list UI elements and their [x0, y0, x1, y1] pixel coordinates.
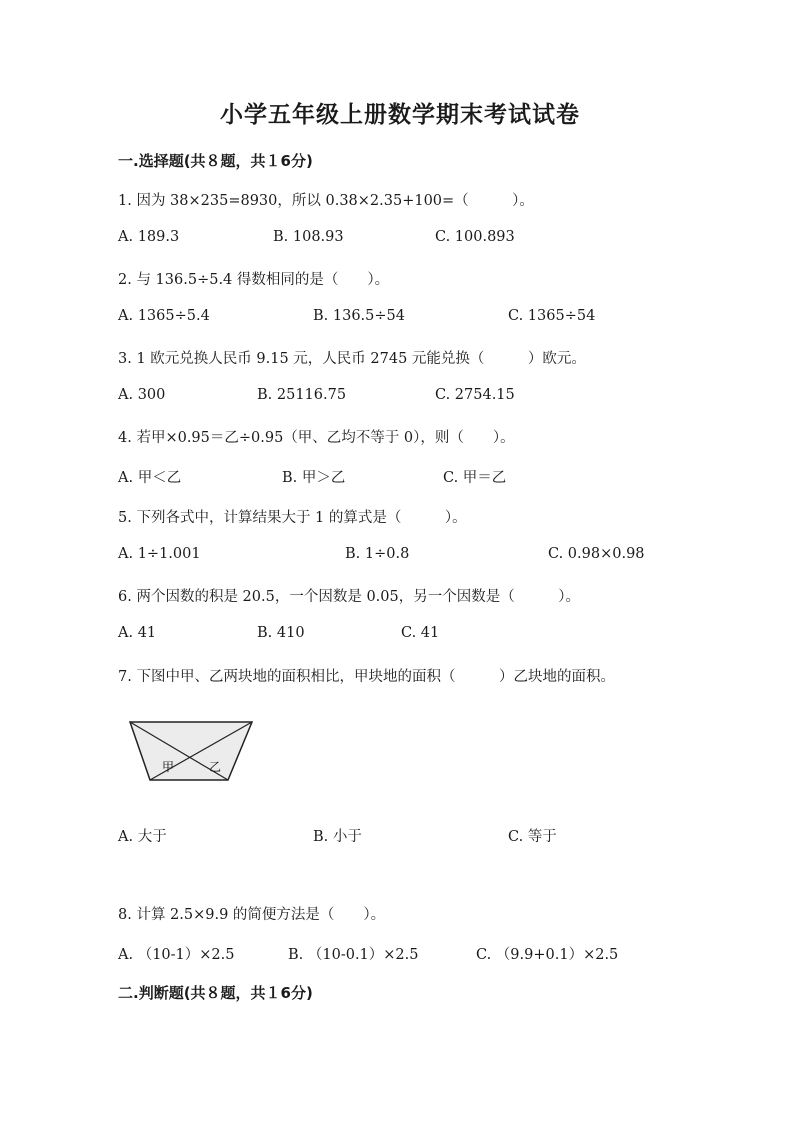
- question-3: 3. 1 欧元兑换人民币 9.15 元，人民币 2745 元能兑换（ ）欧元。: [118, 351, 586, 367]
- question-7-option-b: B. 小于: [313, 829, 362, 845]
- question-4-option-b: B. 甲＞乙: [282, 470, 346, 486]
- question-7-option-a: A. 大于: [118, 829, 167, 845]
- question-3-option-b: B. 25116.75: [257, 387, 347, 403]
- question-8-option-a: A. （10-1）×2.5: [118, 947, 235, 963]
- question-2-option-a: A. 1365÷5.4: [118, 308, 210, 324]
- question-7: 7. 下图中甲、乙两块地的面积相比，甲块地的面积（ ）乙块地的面积。: [118, 669, 615, 685]
- question-3-option-a: A. 300: [118, 387, 166, 403]
- question-2: 2. 与 136.5÷5.4 得数相同的是（ ）。: [118, 272, 390, 288]
- question-2-option-b: B. 136.5÷54: [313, 308, 405, 324]
- figure-label-jia: 甲: [162, 760, 175, 774]
- question-3-option-c: C. 2754.15: [435, 387, 515, 403]
- question-8-option-c: C. （9.9+0.1）×2.5: [476, 947, 619, 963]
- question-6: 6. 两个因数的积是 20.5，一个因数是 0.05，另一个因数是（ ）。: [118, 589, 580, 605]
- question-1-option-b: B. 108.93: [273, 229, 344, 245]
- section-heading-choice: 一.选择题(共８题，共１6分): [118, 152, 313, 170]
- question-5-option-b: B. 1÷0.8: [345, 546, 410, 562]
- question-6-option-a: A. 41: [118, 625, 157, 641]
- page-title: 小学五年级上册数学期末考试试卷: [220, 102, 580, 128]
- figure-label-yi: 乙: [209, 760, 222, 774]
- section-heading-judgment: 二.判断题(共８题，共１6分): [118, 984, 313, 1002]
- question-6-option-c: C. 41: [401, 625, 440, 641]
- question-8-option-b: B. （10-0.1）×2.5: [288, 947, 419, 963]
- question-8: 8. 计算 2.5×9.9 的简便方法是（ ）。: [118, 907, 386, 923]
- question-5-option-c: C. 0.98×0.98: [548, 546, 645, 562]
- trapezoid-figure: [128, 718, 254, 784]
- question-1-option-c: C. 100.893: [435, 229, 515, 245]
- question-1: 1. 因为 38×235=8930，所以 0.38×2.35+100=（ ）。: [118, 193, 534, 209]
- question-7-option-c: C. 等于: [508, 829, 557, 845]
- question-1-option-a: A. 189.3: [118, 229, 180, 245]
- question-4-option-a: A. 甲＜乙: [118, 470, 182, 486]
- trapezoid-outline: [130, 722, 252, 780]
- question-4-option-c: C. 甲＝乙: [443, 470, 507, 486]
- question-6-option-b: B. 410: [257, 625, 305, 641]
- question-2-option-c: C. 1365÷54: [508, 308, 596, 324]
- question-4: 4. 若甲×0.95＝乙÷0.95（甲、乙均不等于 0），则（ ）。: [118, 430, 515, 446]
- question-5-option-a: A. 1÷1.001: [118, 546, 201, 562]
- question-5: 5. 下列各式中，计算结果大于 1 的算式是（ ）。: [118, 510, 467, 526]
